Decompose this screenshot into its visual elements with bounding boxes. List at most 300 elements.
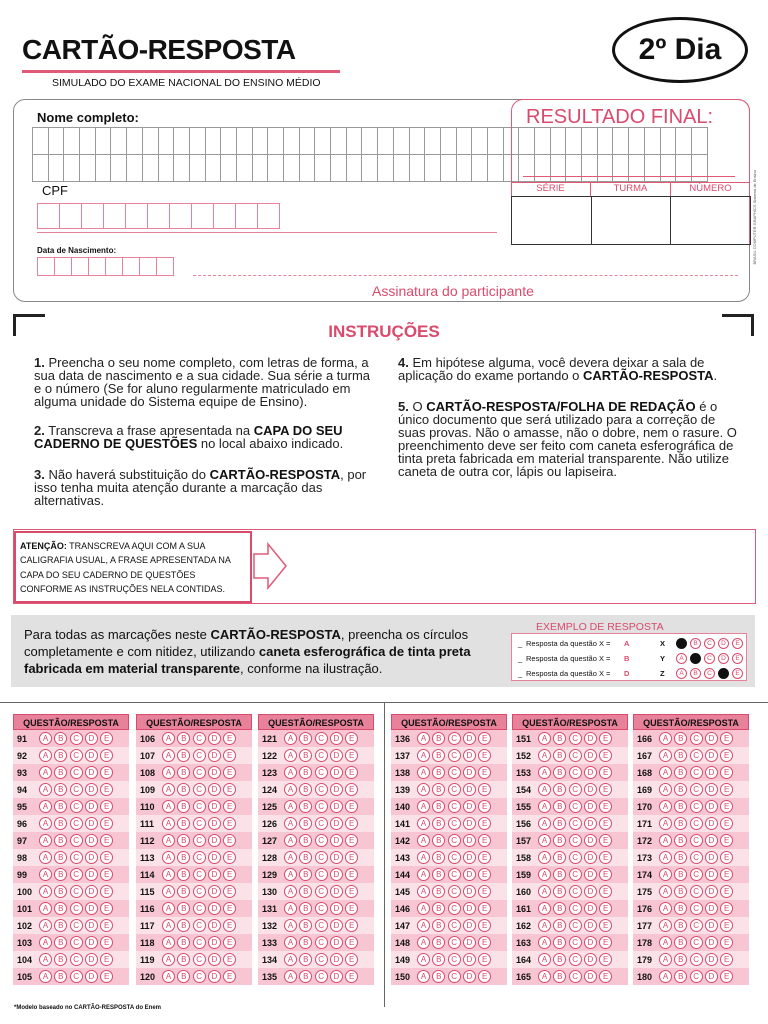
answer-bubble-c[interactable]: C xyxy=(690,783,703,796)
signature-line[interactable] xyxy=(193,275,738,276)
answer-bubble-c[interactable]: C xyxy=(193,868,206,881)
answer-bubble-a[interactable]: A xyxy=(659,800,672,813)
answer-bubble-a[interactable]: A xyxy=(284,919,297,932)
answer-bubble-e[interactable]: E xyxy=(720,783,733,796)
answer-bubble-a[interactable]: A xyxy=(39,783,52,796)
answer-bubble-c[interactable]: C xyxy=(690,800,703,813)
answer-bubble-a[interactable]: A xyxy=(284,851,297,864)
answer-bubble-c[interactable]: C xyxy=(315,749,328,762)
answer-bubble-a[interactable]: A xyxy=(284,868,297,881)
answer-bubble-c[interactable]: C xyxy=(448,732,461,745)
answer-bubble-b[interactable]: B xyxy=(674,953,687,966)
answer-bubble-b[interactable]: B xyxy=(177,919,190,932)
answer-bubble-a[interactable]: A xyxy=(39,902,52,915)
answer-bubble-e[interactable]: E xyxy=(100,817,113,830)
answer-bubble-e[interactable]: E xyxy=(100,851,113,864)
answer-bubble-d[interactable]: D xyxy=(85,970,98,983)
answer-bubble-d[interactable]: D xyxy=(330,732,343,745)
birth-date-cell[interactable] xyxy=(37,257,55,276)
name-cell[interactable] xyxy=(63,127,80,155)
answer-bubble-c[interactable]: C xyxy=(193,783,206,796)
answer-bubble-e[interactable]: E xyxy=(345,732,358,745)
answer-bubble-b[interactable]: B xyxy=(674,868,687,881)
answer-bubble-e[interactable]: E xyxy=(223,766,236,779)
answer-bubble-e[interactable]: E xyxy=(223,885,236,898)
answer-bubble-b[interactable]: B xyxy=(299,868,312,881)
answer-bubble-d[interactable]: D xyxy=(705,766,718,779)
answer-bubble-c[interactable]: C xyxy=(569,783,582,796)
answer-bubble-d[interactable]: D xyxy=(330,868,343,881)
answer-bubble-a[interactable]: A xyxy=(538,783,551,796)
name-cell[interactable] xyxy=(487,127,504,155)
answer-bubble-d[interactable]: D xyxy=(584,936,597,949)
answer-bubble-d[interactable]: D xyxy=(463,851,476,864)
answer-bubble-b[interactable]: B xyxy=(177,800,190,813)
answer-bubble-e[interactable]: E xyxy=(223,749,236,762)
answer-bubble-e[interactable]: E xyxy=(345,885,358,898)
answer-bubble-e[interactable]: E xyxy=(720,834,733,847)
answer-bubble-c[interactable]: C xyxy=(193,885,206,898)
answer-bubble-c[interactable]: C xyxy=(70,885,83,898)
answer-bubble-d[interactable]: D xyxy=(330,953,343,966)
answer-bubble-d[interactable]: D xyxy=(330,800,343,813)
answer-bubble-c[interactable]: C xyxy=(448,783,461,796)
answer-bubble-d[interactable]: D xyxy=(463,834,476,847)
answer-bubble-d[interactable]: D xyxy=(85,783,98,796)
answer-bubble-b[interactable]: B xyxy=(553,749,566,762)
cpf-cell[interactable] xyxy=(103,203,126,229)
answer-bubble-d[interactable]: D xyxy=(705,885,718,898)
answer-bubble-a[interactable]: A xyxy=(417,970,430,983)
answer-bubble-e[interactable]: E xyxy=(720,766,733,779)
answer-bubble-d[interactable]: D xyxy=(208,902,221,915)
answer-bubble-b[interactable]: B xyxy=(54,970,67,983)
answer-bubble-c[interactable]: C xyxy=(569,732,582,745)
answer-bubble-a[interactable]: A xyxy=(162,885,175,898)
name-cell[interactable] xyxy=(95,154,112,182)
answer-bubble-a[interactable]: A xyxy=(417,732,430,745)
answer-bubble-a[interactable]: A xyxy=(162,817,175,830)
answer-bubble-a[interactable]: A xyxy=(39,919,52,932)
answer-bubble-a[interactable]: A xyxy=(39,851,52,864)
name-cell[interactable] xyxy=(267,127,284,155)
answer-bubble-c[interactable]: C xyxy=(70,766,83,779)
name-cell[interactable] xyxy=(471,154,488,182)
answer-bubble-c[interactable]: C xyxy=(193,902,206,915)
answer-bubble-c[interactable]: C xyxy=(315,936,328,949)
answer-bubble-b[interactable]: B xyxy=(54,834,67,847)
answer-bubble-a[interactable]: A xyxy=(659,783,672,796)
answer-bubble-c[interactable]: C xyxy=(448,749,461,762)
name-cell[interactable] xyxy=(173,154,190,182)
answer-bubble-b[interactable]: B xyxy=(553,919,566,932)
answer-bubble-c[interactable]: C xyxy=(569,953,582,966)
answer-bubble-c[interactable]: C xyxy=(70,851,83,864)
answer-bubble-e[interactable]: E xyxy=(599,868,612,881)
name-cell[interactable] xyxy=(361,127,378,155)
answer-bubble-e[interactable]: E xyxy=(599,885,612,898)
answer-bubble-c[interactable]: C xyxy=(448,885,461,898)
answer-bubble-e[interactable]: E xyxy=(345,800,358,813)
answer-bubble-e[interactable]: E xyxy=(345,766,358,779)
answer-bubble-c[interactable]: C xyxy=(690,936,703,949)
answer-bubble-b[interactable]: B xyxy=(674,800,687,813)
answer-bubble-b[interactable]: B xyxy=(177,970,190,983)
answer-bubble-d[interactable]: D xyxy=(208,834,221,847)
answer-bubble-d[interactable]: D xyxy=(85,800,98,813)
answer-bubble-b[interactable]: B xyxy=(553,732,566,745)
answer-bubble-c[interactable]: C xyxy=(193,800,206,813)
answer-bubble-c[interactable]: C xyxy=(315,851,328,864)
answer-bubble-d[interactable]: D xyxy=(208,783,221,796)
answer-bubble-c[interactable]: C xyxy=(70,800,83,813)
answer-bubble-e[interactable]: E xyxy=(720,970,733,983)
answer-bubble-a[interactable]: A xyxy=(39,817,52,830)
answer-bubble-b[interactable]: B xyxy=(553,936,566,949)
answer-bubble-a[interactable]: A xyxy=(162,970,175,983)
name-cell[interactable] xyxy=(409,154,426,182)
answer-bubble-c[interactable]: C xyxy=(70,749,83,762)
name-cell[interactable] xyxy=(283,127,300,155)
answer-bubble-d[interactable]: D xyxy=(330,766,343,779)
answer-bubble-e[interactable]: E xyxy=(223,936,236,949)
name-cell[interactable] xyxy=(346,127,363,155)
answer-bubble-e[interactable]: E xyxy=(345,851,358,864)
answer-bubble-a[interactable]: A xyxy=(162,800,175,813)
answer-bubble-c[interactable]: C xyxy=(690,851,703,864)
name-cell[interactable] xyxy=(471,127,488,155)
answer-bubble-b[interactable]: B xyxy=(54,817,67,830)
cpf-cell[interactable] xyxy=(257,203,280,229)
answer-bubble-c[interactable]: C xyxy=(70,936,83,949)
answer-bubble-c[interactable]: C xyxy=(315,885,328,898)
answer-bubble-e[interactable]: E xyxy=(478,766,491,779)
answer-bubble-d[interactable]: D xyxy=(705,902,718,915)
answer-bubble-a[interactable]: A xyxy=(39,834,52,847)
answer-bubble-a[interactable]: A xyxy=(538,970,551,983)
answer-bubble-e[interactable]: E xyxy=(478,783,491,796)
name-cell[interactable] xyxy=(220,127,237,155)
answer-bubble-b[interactable]: B xyxy=(54,953,67,966)
answer-bubble-e[interactable]: E xyxy=(100,783,113,796)
answer-bubble-c[interactable]: C xyxy=(315,800,328,813)
answer-bubble-e[interactable]: E xyxy=(223,834,236,847)
answer-bubble-c[interactable]: C xyxy=(569,851,582,864)
answer-bubble-b[interactable]: B xyxy=(177,749,190,762)
answer-bubble-c[interactable]: C xyxy=(193,919,206,932)
answer-bubble-b[interactable]: B xyxy=(54,868,67,881)
answer-bubble-b[interactable]: B xyxy=(299,834,312,847)
cpf-field[interactable] xyxy=(37,203,279,229)
answer-bubble-e[interactable]: E xyxy=(720,953,733,966)
answer-bubble-a[interactable]: A xyxy=(659,885,672,898)
answer-bubble-a[interactable]: A xyxy=(417,800,430,813)
answer-bubble-b[interactable]: B xyxy=(299,766,312,779)
answer-bubble-a[interactable]: A xyxy=(39,868,52,881)
answer-bubble-b[interactable]: B xyxy=(299,919,312,932)
answer-bubble-a[interactable]: A xyxy=(39,885,52,898)
answer-bubble-b[interactable]: B xyxy=(432,868,445,881)
answer-bubble-a[interactable]: A xyxy=(417,902,430,915)
answer-bubble-c[interactable]: C xyxy=(690,766,703,779)
answer-bubble-e[interactable]: E xyxy=(100,800,113,813)
answer-bubble-a[interactable]: A xyxy=(39,800,52,813)
answer-bubble-b[interactable]: B xyxy=(674,783,687,796)
answer-bubble-e[interactable]: E xyxy=(345,834,358,847)
name-cell[interactable] xyxy=(205,154,222,182)
answer-bubble-b[interactable]: B xyxy=(177,953,190,966)
answer-bubble-c[interactable]: C xyxy=(193,817,206,830)
answer-bubble-b[interactable]: B xyxy=(54,919,67,932)
birth-date-cell[interactable] xyxy=(105,257,123,276)
answer-bubble-c[interactable]: C xyxy=(448,766,461,779)
name-cell[interactable] xyxy=(252,154,269,182)
answer-bubble-e[interactable]: E xyxy=(720,817,733,830)
answer-bubble-b[interactable]: B xyxy=(432,817,445,830)
answer-bubble-b[interactable]: B xyxy=(674,919,687,932)
answer-bubble-d[interactable]: D xyxy=(330,902,343,915)
answer-bubble-a[interactable]: A xyxy=(39,953,52,966)
answer-bubble-e[interactable]: E xyxy=(478,851,491,864)
answer-bubble-b[interactable]: B xyxy=(177,783,190,796)
answer-bubble-d[interactable]: D xyxy=(463,970,476,983)
answer-bubble-a[interactable]: A xyxy=(284,936,297,949)
answer-bubble-d[interactable]: D xyxy=(705,919,718,932)
answer-bubble-e[interactable]: E xyxy=(720,868,733,881)
answer-bubble-b[interactable]: B xyxy=(299,885,312,898)
answer-bubble-a[interactable]: A xyxy=(659,919,672,932)
answer-bubble-b[interactable]: B xyxy=(674,749,687,762)
answer-bubble-d[interactable]: D xyxy=(463,936,476,949)
answer-bubble-c[interactable]: C xyxy=(193,851,206,864)
answer-bubble-a[interactable]: A xyxy=(659,817,672,830)
answer-bubble-c[interactable]: C xyxy=(315,902,328,915)
answer-bubble-d[interactable]: D xyxy=(705,953,718,966)
answer-bubble-c[interactable]: C xyxy=(690,817,703,830)
cpf-cell[interactable] xyxy=(147,203,170,229)
name-cell[interactable] xyxy=(330,127,347,155)
answer-bubble-d[interactable]: D xyxy=(85,766,98,779)
answer-bubble-d[interactable]: D xyxy=(463,766,476,779)
answer-bubble-e[interactable]: E xyxy=(599,919,612,932)
answer-bubble-a[interactable]: A xyxy=(538,732,551,745)
answer-bubble-c[interactable]: C xyxy=(315,970,328,983)
answer-bubble-b[interactable]: B xyxy=(177,851,190,864)
name-cell[interactable] xyxy=(346,154,363,182)
answer-bubble-d[interactable]: D xyxy=(463,953,476,966)
answer-bubble-c[interactable]: C xyxy=(70,919,83,932)
answer-bubble-b[interactable]: B xyxy=(177,868,190,881)
answer-bubble-d[interactable]: D xyxy=(85,834,98,847)
answer-bubble-d[interactable]: D xyxy=(85,732,98,745)
answer-bubble-d[interactable]: D xyxy=(584,766,597,779)
answer-bubble-b[interactable]: B xyxy=(432,936,445,949)
name-cell[interactable] xyxy=(456,127,473,155)
answer-bubble-e[interactable]: E xyxy=(223,732,236,745)
answer-bubble-e[interactable]: E xyxy=(478,817,491,830)
answer-bubble-e[interactable]: E xyxy=(599,902,612,915)
answer-bubble-a[interactable]: A xyxy=(39,732,52,745)
answer-bubble-d[interactable]: D xyxy=(208,766,221,779)
answer-bubble-c[interactable]: C xyxy=(448,817,461,830)
answer-bubble-c[interactable]: C xyxy=(448,902,461,915)
answer-bubble-d[interactable]: D xyxy=(330,936,343,949)
answer-bubble-b[interactable]: B xyxy=(432,902,445,915)
answer-bubble-a[interactable]: A xyxy=(162,834,175,847)
answer-bubble-a[interactable]: A xyxy=(659,953,672,966)
answer-bubble-a[interactable]: A xyxy=(659,936,672,949)
answer-bubble-b[interactable]: B xyxy=(432,970,445,983)
answer-bubble-a[interactable]: A xyxy=(538,885,551,898)
answer-bubble-d[interactable]: D xyxy=(85,953,98,966)
answer-bubble-d[interactable]: D xyxy=(330,851,343,864)
answer-bubble-c[interactable]: C xyxy=(193,834,206,847)
answer-bubble-e[interactable]: E xyxy=(720,885,733,898)
answer-bubble-d[interactable]: D xyxy=(584,783,597,796)
answer-bubble-b[interactable]: B xyxy=(299,749,312,762)
name-cell[interactable] xyxy=(236,127,253,155)
answer-bubble-c[interactable]: C xyxy=(690,732,703,745)
answer-bubble-d[interactable]: D xyxy=(85,817,98,830)
answer-bubble-e[interactable]: E xyxy=(720,919,733,932)
answer-bubble-d[interactable]: D xyxy=(208,919,221,932)
answer-bubble-d[interactable]: D xyxy=(330,919,343,932)
answer-bubble-a[interactable]: A xyxy=(417,851,430,864)
name-cell[interactable] xyxy=(142,154,159,182)
answer-bubble-e[interactable]: E xyxy=(599,732,612,745)
answer-bubble-d[interactable]: D xyxy=(463,800,476,813)
answer-bubble-c[interactable]: C xyxy=(448,936,461,949)
answer-bubble-e[interactable]: E xyxy=(100,732,113,745)
answer-bubble-e[interactable]: E xyxy=(478,749,491,762)
answer-bubble-d[interactable]: D xyxy=(463,885,476,898)
answer-bubble-a[interactable]: A xyxy=(538,817,551,830)
answer-bubble-a[interactable]: A xyxy=(162,868,175,881)
name-cell[interactable] xyxy=(189,127,206,155)
answer-bubble-a[interactable]: A xyxy=(538,936,551,949)
answer-bubble-a[interactable]: A xyxy=(538,919,551,932)
cpf-cell[interactable] xyxy=(213,203,236,229)
answer-bubble-d[interactable]: D xyxy=(705,851,718,864)
answer-bubble-d[interactable]: D xyxy=(208,732,221,745)
answer-bubble-d[interactable]: D xyxy=(584,834,597,847)
answer-bubble-c[interactable]: C xyxy=(569,970,582,983)
answer-bubble-a[interactable]: A xyxy=(284,902,297,915)
answer-bubble-a[interactable]: A xyxy=(417,834,430,847)
answer-bubble-e[interactable]: E xyxy=(478,953,491,966)
answer-bubble-d[interactable]: D xyxy=(330,783,343,796)
answer-bubble-c[interactable]: C xyxy=(569,936,582,949)
answer-bubble-b[interactable]: B xyxy=(54,783,67,796)
name-cell[interactable] xyxy=(205,127,222,155)
answer-bubble-e[interactable]: E xyxy=(223,902,236,915)
birth-date-cell[interactable] xyxy=(122,257,140,276)
answer-bubble-d[interactable]: D xyxy=(584,732,597,745)
answer-bubble-c[interactable]: C xyxy=(569,885,582,898)
answer-bubble-d[interactable]: D xyxy=(330,749,343,762)
name-cell[interactable] xyxy=(377,127,394,155)
answer-bubble-d[interactable]: D xyxy=(705,817,718,830)
answer-bubble-b[interactable]: B xyxy=(54,851,67,864)
answer-bubble-d[interactable]: D xyxy=(330,970,343,983)
answer-bubble-c[interactable]: C xyxy=(315,732,328,745)
answer-bubble-a[interactable]: A xyxy=(417,919,430,932)
answer-bubble-d[interactable]: D xyxy=(208,749,221,762)
answer-bubble-e[interactable]: E xyxy=(478,936,491,949)
answer-bubble-d[interactable]: D xyxy=(208,953,221,966)
name-cell[interactable] xyxy=(283,154,300,182)
answer-bubble-d[interactable]: D xyxy=(85,851,98,864)
answer-bubble-c[interactable]: C xyxy=(315,953,328,966)
answer-bubble-b[interactable]: B xyxy=(299,970,312,983)
answer-bubble-a[interactable]: A xyxy=(284,953,297,966)
answer-bubble-a[interactable]: A xyxy=(162,766,175,779)
answer-bubble-b[interactable]: B xyxy=(177,732,190,745)
answer-bubble-c[interactable]: C xyxy=(569,902,582,915)
answer-bubble-d[interactable]: D xyxy=(705,749,718,762)
answer-bubble-e[interactable]: E xyxy=(223,783,236,796)
answer-bubble-a[interactable]: A xyxy=(417,868,430,881)
answer-bubble-c[interactable]: C xyxy=(315,817,328,830)
answer-bubble-b[interactable]: B xyxy=(553,817,566,830)
answer-bubble-d[interactable]: D xyxy=(584,800,597,813)
answer-bubble-e[interactable]: E xyxy=(478,800,491,813)
serie-field[interactable] xyxy=(511,196,592,245)
answer-bubble-c[interactable]: C xyxy=(448,868,461,881)
answer-bubble-d[interactable]: D xyxy=(330,817,343,830)
name-cell[interactable] xyxy=(377,154,394,182)
answer-bubble-d[interactable]: D xyxy=(584,851,597,864)
answer-bubble-a[interactable]: A xyxy=(659,868,672,881)
name-cell[interactable] xyxy=(361,154,378,182)
answer-bubble-d[interactable]: D xyxy=(330,885,343,898)
answer-bubble-e[interactable]: E xyxy=(345,902,358,915)
birth-date-cell[interactable] xyxy=(156,257,174,276)
answer-bubble-c[interactable]: C xyxy=(448,970,461,983)
answer-bubble-c[interactable]: C xyxy=(315,919,328,932)
answer-bubble-b[interactable]: B xyxy=(432,800,445,813)
answer-bubble-c[interactable]: C xyxy=(690,749,703,762)
answer-bubble-a[interactable]: A xyxy=(284,970,297,983)
answer-bubble-b[interactable]: B xyxy=(432,783,445,796)
answer-bubble-d[interactable]: D xyxy=(584,885,597,898)
answer-bubble-d[interactable]: D xyxy=(330,834,343,847)
answer-bubble-b[interactable]: B xyxy=(54,902,67,915)
answer-bubble-b[interactable]: B xyxy=(177,834,190,847)
name-cell[interactable] xyxy=(48,154,65,182)
answer-bubble-e[interactable]: E xyxy=(478,732,491,745)
answer-bubble-d[interactable]: D xyxy=(584,749,597,762)
answer-bubble-a[interactable]: A xyxy=(417,817,430,830)
answer-bubble-a[interactable]: A xyxy=(417,936,430,949)
answer-bubble-a[interactable]: A xyxy=(162,783,175,796)
answer-bubble-d[interactable]: D xyxy=(705,970,718,983)
name-cell[interactable] xyxy=(63,154,80,182)
numero-field[interactable] xyxy=(670,196,751,245)
name-cell[interactable] xyxy=(95,127,112,155)
cpf-cell[interactable] xyxy=(81,203,104,229)
birth-date-cell[interactable] xyxy=(88,257,106,276)
birth-date-cell[interactable] xyxy=(54,257,72,276)
answer-bubble-b[interactable]: B xyxy=(299,902,312,915)
answer-bubble-e[interactable]: E xyxy=(345,817,358,830)
answer-bubble-d[interactable]: D xyxy=(584,970,597,983)
answer-bubble-b[interactable]: B xyxy=(432,885,445,898)
answer-bubble-e[interactable]: E xyxy=(599,851,612,864)
answer-bubble-d[interactable]: D xyxy=(705,936,718,949)
answer-bubble-b[interactable]: B xyxy=(674,817,687,830)
answer-bubble-a[interactable]: A xyxy=(538,766,551,779)
